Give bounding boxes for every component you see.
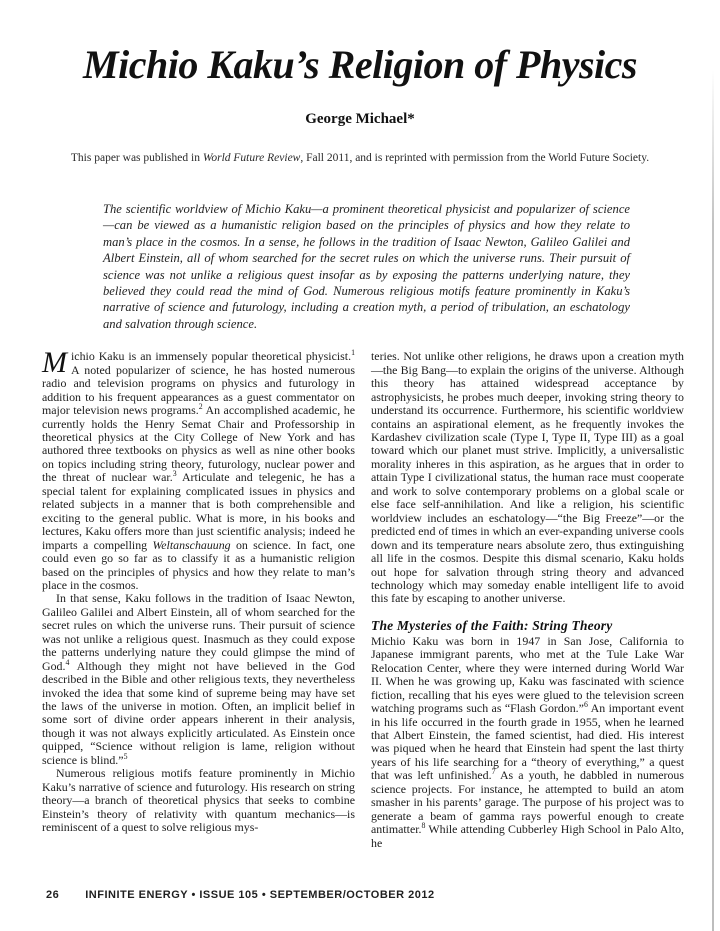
journal-issue-line: INFINITE ENERGY • ISSUE 105 • SEPTEMBER/OCTOBER 2012 <box>85 889 435 901</box>
body-paragraph: Numerous religious motifs feature prominently in Michio Kaku’s narrative of science and futurology. His research on string theory—a branch of theoretical physics that seeks to combine Einstein’s theory of relativity with quantum mechanics—is reminiscent of a quest to solve religious mys- <box>42 766 355 835</box>
body-paragraph: In that sense, Kaku follows in the tradition of Isaac Newton, Galileo Galilei and Albert Einstein, all of whom searched for the secret rules on which the universe runs. Their pursuit of science was not unlike a religious quest. Inasmuch as they could expose the patterns underlying nature they could glimpse the mind of God.$^4$ Although they might not have believed in the God described in the Bible and other religious texts, they nevertheless invoked the idea that some kind of supreme being may have set the laws of the universe in motion. Often, an implicit belief in some sort of divine order appears inherent in their analysis, though it was not always explicitly articulated. As Einstein once quipped, “Science without religion is lame, religion without science is blind.”$^5$ <box>42 591 355 767</box>
body-paragraph: Michio Kaku was born in 1947 in San Jose, California to Japanese immigrant parents, who met at the Tule Lake War Relocation Center, where they were interned during World War II. When he was growing up, Kaku was fascinated with science fiction, recalling that his eyes were glued to the television screen watching programs such as “Flash Gordon.”$^6$ An important event in his life occurred in the fourth grade in 1955, when he learned that Albert Einstein, the famed scientist, had died. His interest was piqued when he heard that Einstein had spent the last thirty years of his life searching for a “theory of everything,” a quest that was left unfinished.$^7$ As a youth, he dabbled in numerous science projects. For instance, he attempted to build an atom smasher in his parents’ garage. The purpose of his project was to generate a beam of gamma rays powerful enough to create antimatter.$^8$ While attending Cubberley High School in Palo Alto, he <box>371 633 684 850</box>
scan-edge-shadow <box>712 70 714 931</box>
body-paragraph: Michio Kaku is an immensely popular theoretical physicist.$^1$ A noted popularizer of science, he has hosted numerous radio and television programs on physics and futurology in addition to his frequent appearances as a guest commentator on major television news programs.$^2$ An accomplished academic, he currently holds the Henry Semat Chair and Professorship in theoretical physics at the City College of New York and has authored three textbooks on physics as well as nine other books on topics including string theory, futurology, nuclear power and the threat of nuclear war.$^3$ Articulate and telegenic, he has a special talent for explaining complicated issues in physics and related subjects in a manner that is both comprehensible and exciting to the general public. What is more, in his books and lectures, Kaku offers more than just scientific analysis; indeed he imparts a compelling Weltanschauung on science. In fact, one could even go so far as to classify it as a humanistic religion based on the principles of physics and how they relate to man’s place in the cosmos. <box>42 346 356 592</box>
body-columns <box>0 346 720 850</box>
journal-name: World Future Review <box>202 152 301 164</box>
publication-note <box>0 152 720 164</box>
drop-cap: M <box>42 346 67 380</box>
right-column <box>371 350 684 850</box>
publication-note-prefix: This paper was published in <box>70 152 203 164</box>
section-heading: The Mysteries of the Faith: String Theory <box>371 617 613 633</box>
publication-note-suffix: , Fall 2011, and is reprinted with permission from the World Future Society. <box>300 152 650 164</box>
author-byline: George Michael* <box>305 111 415 127</box>
page-number: 26 <box>46 889 60 901</box>
left-column <box>42 346 356 850</box>
paper-title: Michio Kaku’s Religion of Physics <box>83 42 637 87</box>
body-paragraph: teries. Not unlike other religions, he draws upon a creation myth—the Big Bang—to explain the origins of the universe. Although this theory has attained widespread acceptance by astrophysicists, he probes much deeper, invoking string theory to understand its occurrence. Furthermore, his scientific worldview contains an aspirational element, as he frequently invokes the Kardashev civilization scale (Type I, Type II, Type III) as a goal toward which our planet must strive. Implicitly, a universalistic morality inheres in this aspiration, as he argues that in order to attain Type I civilizational status, the human race must cooperate and work to solve contemporary problems on a global scale or else face self-annihilation. And like a religion, his scientific worldview includes an eschatology—“the Big Freeze”—or the predicted end of times in which an ever-expanding universe cools down and its temperature nears absolute zero, thus extinguishing all life in the cosmos. Despite this dismal scenario, Kaku holds out hope for salvation through string theory and advanced technology which may someday enable intelligent life to avoid this fate by escaping to another universe. <box>371 349 684 606</box>
abstract-text: The scientific worldview of Michio Kaku—a prominent theoretical physicist and popularizer of science—can be viewed as a humanistic religion based on the principles of physics and how they relate to man’s place in the cosmos. In a sense, he follows in the tradition of Isaac Newton, Galileo Galilei and Albert Einstein, all of whom searched for the secret rules on which the universe runs. Their pursuit of science was not unlike a religious quest insofar as by exposing the patterns underlying nature, they believed they could read the mind of God. Numerous religious motifs feature prominently in Kaku’s narrative of science and futurology, including a creation myth, a period of tribulation, an eschatology and salvation through science. <box>103 202 630 331</box>
page-footer <box>46 889 435 901</box>
